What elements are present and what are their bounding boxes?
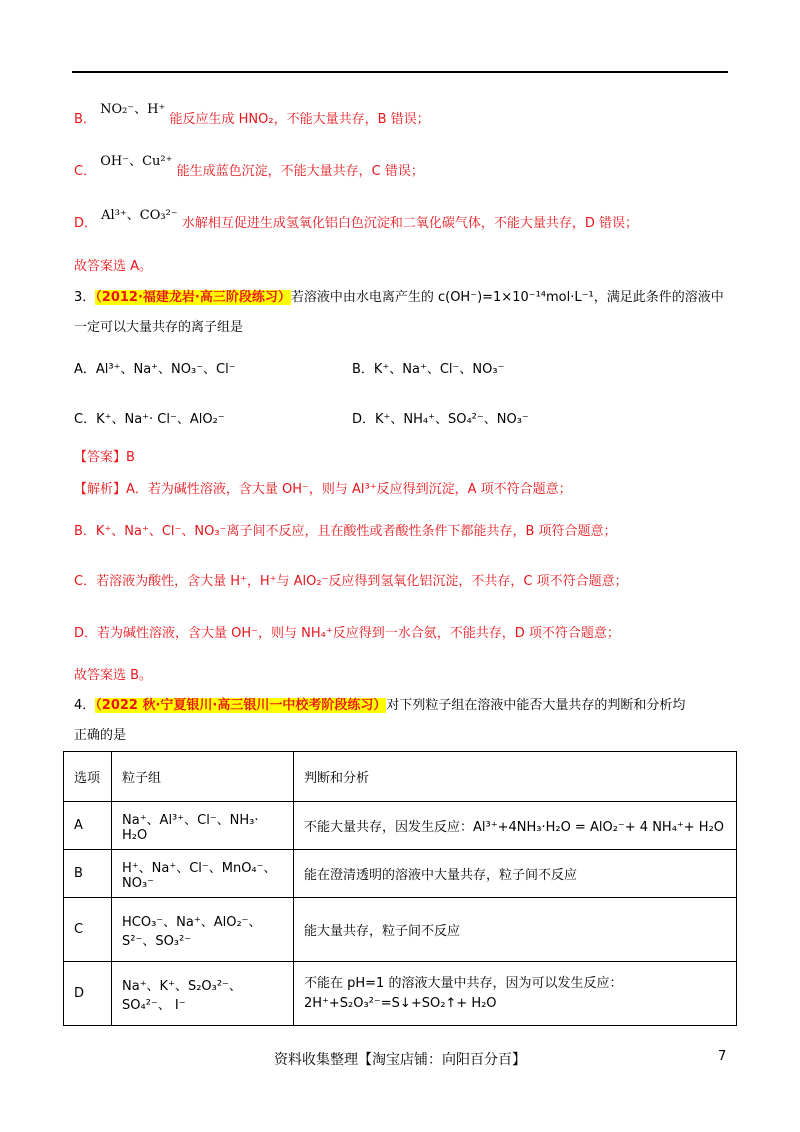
q3-analysis-a: 【解析】A．若为碱性溶液，含大量 OH⁻，则与 Al³⁺反应得到沉淀，A 项不符合题意； (74, 482, 572, 497)
table-cell-analysis: 能在澄清透明的溶液中大量共存，粒子间不反应 (294, 850, 737, 898)
table-cell-particles: Na⁺、Al³⁺、Cl⁻、NH₃· H₂O (112, 802, 294, 850)
q3-analysis-c: C．若溶液为酸性，含大量 H⁺，H⁺与 AlO₂⁻反应得到氢氧化铝沉淀，不共存，C 项不符合题意； (74, 574, 628, 589)
q2-conclusion: 故答案选 A。 (74, 259, 153, 274)
table-header-option: 选项 (64, 752, 112, 802)
table-cell-option: C (64, 898, 112, 962)
q3-stem-line1: 3．（2012·福建龙岩·高三阶段练习）若溶液中由水电离产生的 c(OH⁻)=1×10⁻¹⁴mol·L⁻¹，满足此条件的溶液中 (74, 290, 724, 305)
table-row (64, 962, 737, 1026)
q3-conclusion: 故答案选 B。 (74, 668, 153, 683)
analysis-line-d: D． Al³⁺、CO₃²⁻ 水解相互促进生成氢氧化铝白色沉淀和二氧化碳气体，不能大量共存，D 错误； (74, 208, 638, 231)
q3-analysis-b: B．K⁺、Na⁺、Cl⁻、NO₃⁻离子间不反应，且在酸性或者酸性条件下都能共存，B 项符合题意； (74, 524, 617, 539)
analysis-line-b: B． NO₂⁻、H⁺ 能反应生成 HNO₂，不能大量共存，B 错误； (74, 102, 430, 127)
q4-table (63, 751, 737, 1026)
table-header-row (64, 752, 737, 802)
table-cell-particles: H⁺、Na⁺、Cl⁻、MnO₄⁻、NO₃⁻ (112, 850, 294, 898)
q3-stem-line2: 一定可以大量共存的离子组是 (74, 320, 244, 335)
table-row (64, 850, 737, 898)
header-rule (72, 71, 728, 73)
table-row (64, 898, 737, 962)
q3-option-c: C．K⁺、Na⁺· Cl⁻、AlO₂⁻ (74, 412, 225, 427)
q4-stem-line1: 4．（2022 秋·宁夏银川·高三银川一中校考阶段练习）对下列粒子组在溶液中能否大量共存的判断和分析均 (74, 698, 686, 713)
table-cell-analysis: 不能大量共存，因发生反应：Al³⁺+4NH₃·H₂O = AlO₂⁻+ 4 NH₄⁺+ H₂O (294, 802, 737, 850)
q3-answer: 【答案】B (74, 450, 135, 465)
q3-analysis-d: D．若为碱性溶液，含大量 OH⁻，则与 NH₄⁺反应得到一水合氨，不能共存，D 项不符合题意； (74, 626, 620, 641)
table-cell-particles: HCO₃⁻、Na⁺、AlO₂⁻、S²⁻、SO₃²⁻ (112, 898, 294, 962)
q3-option-d: D．K⁺、NH₄⁺、SO₄²⁻、NO₃⁻ (352, 412, 529, 427)
q3-option-a: A．Al³⁺、Na⁺、NO₃⁻、Cl⁻ (74, 362, 236, 377)
table-cell-option: D (64, 962, 112, 1026)
table-cell-analysis: 能大量共存，粒子间不反应 (294, 898, 737, 962)
analysis-line-c: C． OH⁻、Cu²⁺ 能生成蓝色沉淀，不能大量共存，C 错误； (74, 154, 424, 179)
table-cell-analysis: 不能在 pH=1 的溶液大量中共存，因为可以发生反应：2H⁺+S₂O₃²⁻=S↓+SO₂↑+ H₂O (294, 962, 737, 1026)
table-row (64, 802, 737, 850)
q4-stem-line2: 正确的是 (74, 728, 127, 743)
table-cell-option: B (64, 850, 112, 898)
table-cell-option: A (64, 802, 112, 850)
q3-option-b: B．K⁺、Na⁺、Cl⁻、NO₃⁻ (352, 362, 505, 377)
table-header-particles: 粒子组 (112, 752, 294, 802)
table-header-analysis: 判断和分析 (294, 752, 737, 802)
page-number: 7 (718, 1049, 727, 1064)
table-cell-particles: Na⁺、K⁺、S₂O₃²⁻、SO₄²⁻、 I⁻ (112, 962, 294, 1026)
footer-text: 资料收集整理【淘宝店铺：向阳百分百】 (274, 1052, 526, 1068)
